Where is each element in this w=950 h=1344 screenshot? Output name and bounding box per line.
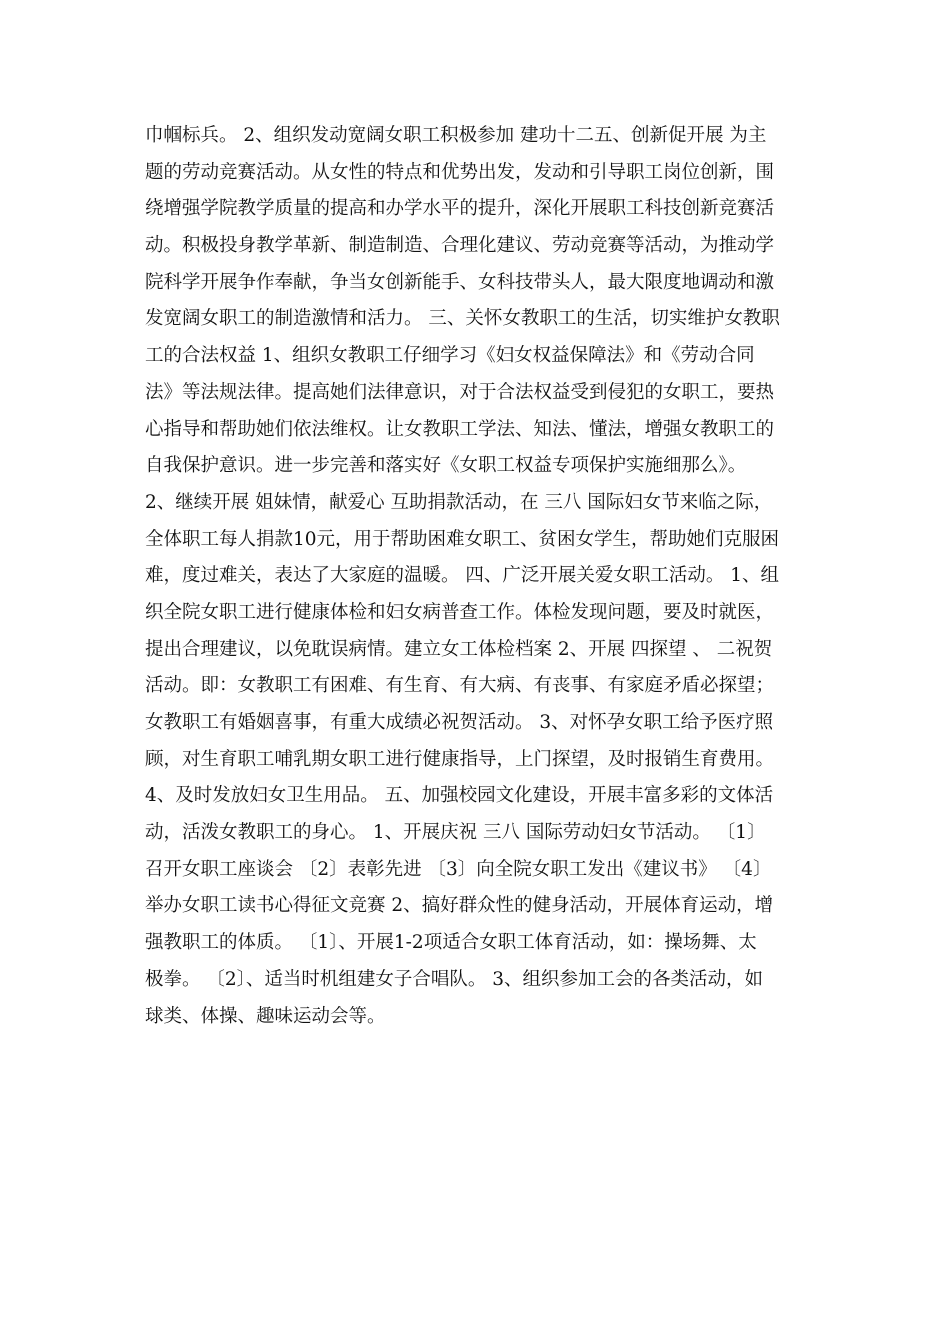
text-line: 心指导和帮助她们依法维权。让女教职工学法、知法、懂法，增强女教职工的 [145, 418, 775, 440]
text-line: 动。积极投身教学革新、制造制造、合理化建议、劳动竞赛等活动，为推动学 [145, 235, 775, 257]
text-line: 顾，对生育职工哺乳期女职工进行健康指导，上门探望，及时报销生育费用。 [145, 748, 775, 770]
text-line: 巾帼标兵。 2、组织发动宽阔女职工积极参加 建功十二五、创新促开展 为主 [145, 125, 767, 146]
text-line: 难，度过难关，表达了大家庭的温暖。 四、广泛开展关爱女职工活动。 1、组 [145, 565, 780, 587]
text-line: 举办女职工读书心得征文竞赛 2、搞好群众性的健身活动，开展体育运动，增 [145, 895, 774, 917]
text-line: 题的劳动竞赛活动。从女性的特点和优势出发，发动和引导职工岗位创新，围 [145, 161, 775, 183]
text-line: 提出合理建议，以免耽误病情。建立女工体检档案 2、开展 四探望 、 二祝贺 [145, 638, 773, 660]
text-line: 法》等法规法律。提高她们法律意识，对于合法权益受到侵犯的女职工，要热 [145, 381, 775, 403]
text-line: 工的合法权益 1、组织女教职工仔细学习《妇女权益保障法》和《劳动合同 [145, 345, 755, 367]
text-line: 发宽阔女职工的制造激情和活力。 三、关怀女教职工的生活，切实维护女教职 [145, 308, 780, 330]
document-body [145, 118, 805, 1035]
text-line: 动，活泼女教职工的身心。 1、开展庆祝 三八 国际劳动妇女节活动。 〔1〕 [145, 822, 766, 844]
text-line: 织全院女职工进行健康体检和妇女病普查工作。体检发现问题，要及时就医， [145, 601, 775, 623]
text-line: 全体职工每人捐款10元，用于帮助困难女职工、贫困女学生，帮助她们克服困 [145, 528, 780, 550]
text-line: 自我保护意识。进一步完善和落实好《女职工权益专项保护实施细那么》。 [145, 455, 747, 477]
text-line: 极拳。 〔2〕、适当时机组建女子合唱队。 3、组织参加工会的各类活动，如 [145, 968, 764, 990]
text-line: 活动。即：女教职工有困难、有生育、有大病、有丧事、有家庭矛盾必探望； [145, 675, 775, 697]
text-line: 4、及时发放妇女卫生用品。 五、加强校园文化建设，开展丰富多彩的文体活 [145, 785, 774, 807]
text-line: 女教职工有婚姻喜事，有重大成绩必祝贺活动。 3、对怀孕女职工给予医疗照 [145, 712, 774, 733]
text-line: 召开女职工座谈会 〔2〕表彰先进 〔3〕向全院女职工发出《建议书》 〔4〕 [145, 858, 772, 880]
text-line: 强教职工的体质。 〔1〕、开展1-2项适合女职工体育活动，如：操场舞、太 [145, 932, 757, 954]
text-line: 院科学开展争作奉献，争当女创新能手、女科技带头人，最大限度地调动和激 [145, 271, 775, 293]
text-line: 球类、体操、趣味运动会等。 [145, 1005, 386, 1027]
text-line: 2、继续开展 姐妹情，献爱心 互助捐款活动，在 三八 国际妇女节来临之际， [145, 491, 773, 513]
text-line: 绕增强学院教学质量的提高和办学水平的提升，深化开展职工科技创新竞赛活 [145, 198, 775, 220]
